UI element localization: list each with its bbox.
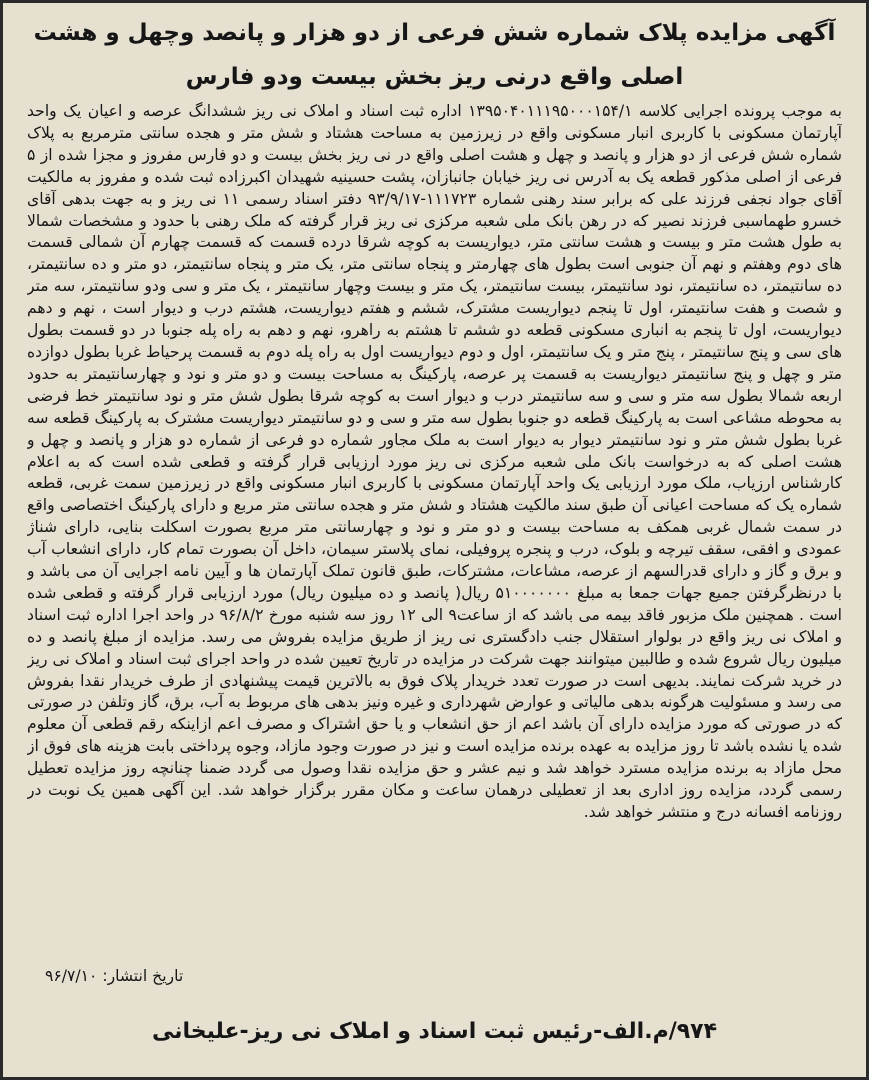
notice-title: آگهی مزایده پلاک شماره شش فرعی از دو هزار و پانصد وچهل و هشت اصلی واقع درنی ریز بخش بیست ودو فارس <box>33 20 836 90</box>
signature-line: ۹۷۴/م.الف-رئیس ثبت اسناد و املاک نی ریز-علیخانی <box>151 1019 718 1044</box>
notice-body: به موجب پرونده اجرایی کلاسه ۱۳۹۵۰۴۰۱۱۱۹۵۰۰۰۱۵۴/۱ اداره ثبت اسناد و املاک نی ریز ششدانگ عرصه و اعیان یک واحد آپارتمان مسکونی با کاربری انبار مسکونی واقع در زیرزمین به مساحت هشتاد و شش متر و هجده سانتی مترمربع به پلاک شماره شش فرعی از دو هزار و پانصد و چهل و هشت اصلی واقع در نی ریز بخش بیست و دو فارس مفروز و مجزا شده از ۵ فرعی از اصلی مذکور قطعه یک به آدرس نی ریز خیابان جانبازان، پشت حسینیه شهیدان اکبرزاده ثبت شده و مفروز به مالکیت آقای جواد نجفی فرزند علی که برابر سند رهنی شماره ۱۱۱۷۲۳-۹۳/۹/۱۷ دفتر اسناد رسمی ۱۱ نی ریز و به جهت بدهی آقای خسرو طهماسبی فرزند نصیر که در رهن بانک ملی شعبه مرکزی نی ریز قرار گرفته که ملک رهنی با حدود و مشخصات شمالا به طول هشت متر و بیست و هشت سانتی متر، دیواریست به کوچه شرقا درده قسمت که قسمت چهارم آن شمالی قسمت های دوم وهفتم و نهم آن جنوبی است بطول های چهارمتر و پنجاه سانتی متر، یک متر و پنجاه سانتیمتر، دو متر و ده سانتیمتر، ده سانتیمتر، ده سانتیمتر، نود سانتیمتر، بیست سانتیمتر، یک متر و بیست وچهار سانتیمتر ، یک متر و سی ودو سانتیمتر، سه متر و شصت و هفت سانتیمتر، اول تا پنجم دیواریست مشترک، ششم و هفتم دیواریست، هشتم درب و دیوار است ، نهم و دهم دیواریست، اول تا پنجم به انباری مسکونی قطعه دو ششم تا هشتم به راهرو، نهم و دهم به راه پله جنوبا در دو قسمت بطول های سی و پنج سانتیمتر ، پنج متر و یک سانتیمتر، اول و دوم دیواریست اول به راه پله دوم به قسمت پرحیاط غربا بطول دوازده متر و چهل و پنج سانتیمتر دیواریست به قسمت پر عرصه، پارکینگ به مساحت بیست و دو متر و نود و چهارسانتیمتر به حدود اربعه شمالا بطول سه متر و سی و سه سانتیمتر درب و دیوار است به کوچه شرقا بطول شش متر و نود سانتیمتر خط فرضی به محوطه مشاعی است به پارکینگ قطعه دو جنوبا بطول سه متر و سی و دو سانتیمتر دیواریست مشترک به پارکینگ قطعه سه غربا بطول شش متر و نود سانتیمتر دیوار به دیوار است به ملک مجاور شماره دو فرعی از شماره دو هزار و پانصد و چهل و هشت اصلی که به درخواست بانک ملی شعبه مرکزی نی ریز مورد ارزیابی قرار گرفته و قطعی شده است که به اعلام کارشناس ارزیاب، ملک مورد ارزیابی یک واحد آپارتمان مسکونی با کاربری انبار مسکونی واقع در زیرزمین سمت غربی، قطعه شماره یک که مساحت اعیانی آن طبق سند مالکیت هشتاد و شش متر و هجده سانتی متر مربع و دارای پارکینگ اختصاصی واقع در سمت شمال غربی همکف به مساحت بیست و دو متر و نود و چهارسانتی متر مربع بصورت اسکلت بنایی، دارای شناژ عمودی و افقی، سقف تیرچه و بلوک، درب و پنجره پروفیلی، نمای پلاستر سیمان، داخل آن بصورت تمام کار، دارای انشعاب آب و برق و گاز و دارای قدرالسهم از عرصه، مشاعات، مشترکات، طبق قانون تملک آپارتمان ها و آیین نامه اجرایی آن می باشد و با درنظرگرفتن جمیع جهات جمعا به مبلغ ۵۱۰۰۰۰۰۰۰ ریال( پانصد و ده میلیون ریال) مورد ارزیابی قرار گرفته و قطعی شده است . همچنین ملک مزبور فاقد بیمه می باشد که از ساعت۹ الی ۱۲ روز سه شنبه مورخ ۹۶/۸/۲ در واحد اجرا اداره ثبت اسناد و املاک نی ریز واقع در بولوار استقلال جنب دادگستری نی ریز از طریق مزایده بفروش می رسد. مزایده از مبلغ پانصد و ده میلیون ریال شروع شده و طالبین میتوانند جهت شرکت در مزایده در تاریخ تعیین شده در واحد اجرای ثبت اسناد و املاک نی ریز در خرید شرکت نمایند. بدیهی است در صورت تعدد خریدار پلاک فوق به بالاترین قیمت پیشنهادی از طرف خریدار نقدا بفروش می رسد و مسئولیت هرگونه بدهی مالیاتی و عوارض شهرداری و غیره ونیز بدهی های مربوط به آب، برق، گاز وتلفن در صورتی که در صورتی که مورد مزایده دارای آن باشد اعم از حق انشعاب و یا حق اشتراک و مصرف اعم ازاینکه رقم قطعی آن معلوم شده یا نشده باشد تا روز مزایده به عهده برنده مزایده است و نیز در صورت وجود مازاد، وجوه پرداختی بابت هزینه های فوق از محل مازاد به برنده مزایده مسترد خواهد شد و نیم عشر و حق مزایده نقدا وصول می گردد ضمنا چنانچه روز مزایده تعطیل رسمی گردد، مزایده روز اداری بعد از تعطیلی درهمان ساعت و مکان مقرر برگزار خواهد شد. این آگهی همین یک نوبت در روزنامه افسانه درج و منتشر خواهد شد. <box>27 102 842 821</box>
publish-date: تاریخ انتشار: ۹۶/۷/۱۰ <box>45 967 184 985</box>
